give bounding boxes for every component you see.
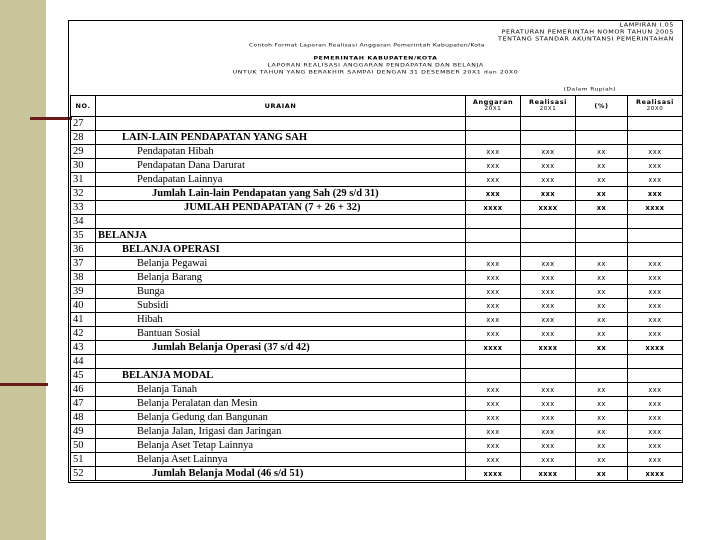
col-header-uraian: URAIAN bbox=[96, 96, 466, 117]
anggaran-value: xxx bbox=[466, 257, 521, 271]
row-label-cell bbox=[96, 243, 466, 257]
row-label-cell bbox=[96, 439, 466, 453]
persen-value bbox=[576, 243, 628, 257]
row-label-cell bbox=[96, 467, 466, 481]
realisasi-prev-value: xxx bbox=[628, 313, 683, 327]
row-label-cell bbox=[96, 411, 466, 425]
anggaran-value: xxx bbox=[466, 271, 521, 285]
persen-value: xx bbox=[576, 313, 628, 327]
anggaran-value bbox=[466, 117, 521, 131]
persen-value: xx bbox=[576, 397, 628, 411]
table-row bbox=[71, 411, 683, 425]
row-number: 46 bbox=[71, 383, 96, 397]
row-label: Pendapatan Hibah bbox=[137, 145, 214, 157]
row-number: 31 bbox=[71, 173, 96, 187]
realisasi-value: xxx bbox=[521, 425, 576, 439]
row-number: 42 bbox=[71, 327, 96, 341]
realisasi-value: xxxx bbox=[521, 467, 576, 481]
persen-value: xx bbox=[576, 159, 628, 173]
realisasi-prev-value bbox=[628, 117, 683, 131]
row-number: 33 bbox=[71, 201, 96, 215]
persen-value: xx bbox=[576, 271, 628, 285]
table-row bbox=[71, 425, 683, 439]
realisasi-value bbox=[521, 117, 576, 131]
row-label: Belanja Pegawai bbox=[137, 257, 208, 269]
report-title: LAPORAN REALISASI ANGGARAN PENDAPATAN DAN BELANJA bbox=[267, 62, 484, 69]
table-row bbox=[71, 285, 683, 299]
table-row bbox=[71, 327, 683, 341]
realisasi-prev-value: xxx bbox=[628, 299, 683, 313]
row-number: 39 bbox=[71, 285, 96, 299]
row-label: Belanja Barang bbox=[137, 271, 203, 283]
col-header-realisasi: Realisasi 20X1 bbox=[521, 96, 576, 117]
realisasi-value: xxxx bbox=[521, 341, 576, 355]
row-label: Belanja Tanah bbox=[137, 383, 198, 395]
row-label: Subsidi bbox=[137, 299, 169, 311]
table-row bbox=[71, 187, 683, 201]
realisasi-value bbox=[521, 355, 576, 369]
report-period: UNTUK TAHUN YANG BERAKHIR SAMPAI DENGAN 31 DESEMBER 20X1 dan 20X0 bbox=[232, 69, 519, 76]
row-number: 38 bbox=[71, 271, 96, 285]
realisasi-value: xxx bbox=[521, 285, 576, 299]
anggaran-value: xxx bbox=[466, 453, 521, 467]
row-label: LAIN-LAIN PENDAPATAN YANG SAH bbox=[122, 131, 308, 143]
realisasi-value: xxxx bbox=[521, 201, 576, 215]
anggaran-value: xxx bbox=[466, 159, 521, 173]
anggaran-value: xxx bbox=[466, 299, 521, 313]
table-row bbox=[71, 229, 683, 243]
anggaran-value bbox=[466, 369, 521, 383]
slide-accent-rule-bottom bbox=[0, 383, 48, 386]
anggaran-value: xxx bbox=[466, 383, 521, 397]
realisasi-prev-value: xxx bbox=[628, 257, 683, 271]
row-label: Belanja Aset Lainnya bbox=[137, 453, 228, 465]
table-row bbox=[71, 467, 683, 481]
realisasi-prev-value bbox=[628, 215, 683, 229]
realisasi-value: xxx bbox=[521, 187, 576, 201]
row-label-cell bbox=[96, 117, 466, 131]
table-row bbox=[71, 313, 683, 327]
realisasi-prev-value: xxx bbox=[628, 187, 683, 201]
row-number: 30 bbox=[71, 159, 96, 173]
anggaran-value: xxxx bbox=[466, 201, 521, 215]
realisasi-value bbox=[521, 131, 576, 145]
slide-accent-rule-top bbox=[30, 117, 72, 120]
row-label-cell bbox=[96, 257, 466, 271]
row-number: 34 bbox=[71, 215, 96, 229]
row-label: Pendapatan Dana Darurat bbox=[137, 159, 245, 171]
persen-value: xx bbox=[576, 453, 628, 467]
budget-realization-table bbox=[70, 95, 683, 481]
table-row bbox=[71, 397, 683, 411]
currency-note: (Dalam Rupiah) bbox=[563, 86, 616, 93]
realisasi-prev-value: xxx bbox=[628, 453, 683, 467]
realisasi-value: xxx bbox=[521, 313, 576, 327]
table-row bbox=[71, 383, 683, 397]
realisasi-prev-value: xxx bbox=[628, 439, 683, 453]
regulation-label: PERATURAN PEMERINTAH NOMOR TAHUN 2005 bbox=[501, 29, 674, 35]
row-label-cell bbox=[96, 201, 466, 215]
row-label-cell bbox=[96, 187, 466, 201]
anggaran-value bbox=[466, 243, 521, 257]
realisasi-value: xxx bbox=[521, 145, 576, 159]
row-number: 44 bbox=[71, 355, 96, 369]
persen-value: xx bbox=[576, 411, 628, 425]
row-label-cell bbox=[96, 453, 466, 467]
row-label-cell bbox=[96, 369, 466, 383]
persen-value bbox=[576, 117, 628, 131]
row-number: 35 bbox=[71, 229, 96, 243]
lampiran-label: LAMPIRAN I.05 bbox=[619, 22, 674, 28]
row-label: Jumlah Lain-lain Pendapatan yang Sah (29 s/d 31) bbox=[152, 187, 379, 199]
persen-value: xx bbox=[576, 299, 628, 313]
persen-value: xx bbox=[576, 145, 628, 159]
col-header-anggaran: Anggaran 20X1 bbox=[466, 96, 521, 117]
row-label-cell bbox=[96, 397, 466, 411]
row-number: 36 bbox=[71, 243, 96, 257]
anggaran-value: xxxx bbox=[466, 467, 521, 481]
col-header-persen: (%) bbox=[576, 96, 628, 117]
realisasi-prev-value: xxx bbox=[628, 397, 683, 411]
realisasi-prev-value bbox=[628, 229, 683, 243]
realisasi-prev-value: xxx bbox=[628, 383, 683, 397]
realisasi-prev-value: xxx bbox=[628, 271, 683, 285]
persen-value: xx bbox=[576, 439, 628, 453]
realisasi-prev-value: xxxx bbox=[628, 467, 683, 481]
realisasi-value bbox=[521, 369, 576, 383]
table-row bbox=[71, 201, 683, 215]
anggaran-value bbox=[466, 355, 521, 369]
row-label-cell bbox=[96, 355, 466, 369]
row-label-cell bbox=[96, 341, 466, 355]
realisasi-value bbox=[521, 215, 576, 229]
row-number: 37 bbox=[71, 257, 96, 271]
table-body bbox=[71, 117, 683, 481]
row-label-cell bbox=[96, 159, 466, 173]
row-label-cell bbox=[96, 383, 466, 397]
realisasi-prev-value: xxx bbox=[628, 145, 683, 159]
realisasi-value: xxx bbox=[521, 411, 576, 425]
table-row bbox=[71, 131, 683, 145]
persen-value: xx bbox=[576, 257, 628, 271]
row-number: 50 bbox=[71, 439, 96, 453]
row-label: Jumlah Belanja Modal (46 s/d 51) bbox=[152, 467, 304, 479]
persen-value bbox=[576, 369, 628, 383]
col-header-realisasi-prev: Realisasi 20X0 bbox=[628, 96, 683, 117]
row-label: Belanja Gedung dan Bangunan bbox=[137, 411, 268, 423]
table-row bbox=[71, 173, 683, 187]
realisasi-prev-value: xxx bbox=[628, 159, 683, 173]
row-number: 29 bbox=[71, 145, 96, 159]
row-number: 32 bbox=[71, 187, 96, 201]
realisasi-prev-value bbox=[628, 131, 683, 145]
row-number: 47 bbox=[71, 397, 96, 411]
row-label: Belanja Jalan, Irigasi dan Jaringan bbox=[137, 425, 282, 437]
table-row bbox=[71, 439, 683, 453]
persen-value: xx bbox=[576, 467, 628, 481]
anggaran-value: xxx bbox=[466, 285, 521, 299]
table-row bbox=[71, 453, 683, 467]
realisasi-prev-value: xxx bbox=[628, 173, 683, 187]
persen-value: xx bbox=[576, 341, 628, 355]
realisasi-value: xxx bbox=[521, 271, 576, 285]
row-label: Pendapatan Lainnya bbox=[137, 173, 223, 185]
anggaran-value bbox=[466, 215, 521, 229]
realisasi-prev-value: xxx bbox=[628, 425, 683, 439]
row-number: 49 bbox=[71, 425, 96, 439]
realisasi-prev-value bbox=[628, 243, 683, 257]
persen-value: xx bbox=[576, 285, 628, 299]
persen-value: xx bbox=[576, 201, 628, 215]
row-label: BELANJA bbox=[98, 229, 148, 241]
row-label-cell bbox=[96, 285, 466, 299]
table-row bbox=[71, 271, 683, 285]
table-row bbox=[71, 369, 683, 383]
row-label-cell bbox=[96, 425, 466, 439]
row-label: BELANJA MODAL bbox=[122, 369, 214, 381]
row-label: Hibah bbox=[137, 313, 163, 325]
row-label-cell bbox=[96, 215, 466, 229]
table-row bbox=[71, 355, 683, 369]
table-row bbox=[71, 243, 683, 257]
format-source-note: Contoh Format Laporan Realisasi Anggaran Pemerintah Kabupaten/Kota bbox=[249, 42, 485, 49]
realisasi-value: xxx bbox=[521, 439, 576, 453]
realisasi-value: xxx bbox=[521, 299, 576, 313]
row-number: 41 bbox=[71, 313, 96, 327]
realisasi-value: xxx bbox=[521, 257, 576, 271]
anggaran-value: xxx bbox=[466, 411, 521, 425]
table-row bbox=[71, 299, 683, 313]
realisasi-value bbox=[521, 243, 576, 257]
row-number: 28 bbox=[71, 131, 96, 145]
persen-value bbox=[576, 355, 628, 369]
realisasi-prev-value bbox=[628, 369, 683, 383]
row-number: 27 bbox=[71, 117, 96, 131]
row-label: Jumlah Belanja Operasi (37 s/d 42) bbox=[152, 341, 310, 353]
row-number: 45 bbox=[71, 369, 96, 383]
persen-value: xx bbox=[576, 383, 628, 397]
persen-value: xx bbox=[576, 327, 628, 341]
row-label-cell bbox=[96, 313, 466, 327]
table-header-row bbox=[71, 96, 683, 117]
realisasi-prev-value bbox=[628, 355, 683, 369]
anggaran-value: xxx bbox=[466, 327, 521, 341]
realisasi-prev-value: xxxx bbox=[628, 341, 683, 355]
row-label-cell bbox=[96, 145, 466, 159]
row-label: Bunga bbox=[137, 285, 165, 297]
persen-value bbox=[576, 215, 628, 229]
realisasi-value bbox=[521, 229, 576, 243]
row-label: Bantuan Sosial bbox=[137, 327, 201, 339]
anggaran-value: xxx bbox=[466, 439, 521, 453]
realisasi-prev-value: xxx bbox=[628, 285, 683, 299]
anggaran-value: xxxx bbox=[466, 341, 521, 355]
row-number: 52 bbox=[71, 467, 96, 481]
anggaran-value: xxx bbox=[466, 425, 521, 439]
anggaran-value: xxx bbox=[466, 313, 521, 327]
row-label-cell bbox=[96, 131, 466, 145]
row-label: BELANJA OPERASI bbox=[122, 243, 220, 255]
realisasi-value: xxx bbox=[521, 327, 576, 341]
slide-left-bar bbox=[0, 0, 46, 540]
realisasi-value: xxx bbox=[521, 453, 576, 467]
realisasi-prev-value: xxx bbox=[628, 327, 683, 341]
table-row bbox=[71, 117, 683, 131]
realisasi-value: xxx bbox=[521, 173, 576, 187]
table-row bbox=[71, 159, 683, 173]
persen-value: xx bbox=[576, 173, 628, 187]
realisasi-prev-value: xxxx bbox=[628, 201, 683, 215]
anggaran-value bbox=[466, 131, 521, 145]
realisasi-prev-value: xxx bbox=[628, 411, 683, 425]
row-label-cell bbox=[96, 299, 466, 313]
col-header-no: NO. bbox=[71, 96, 96, 117]
anggaran-value: xxx bbox=[466, 173, 521, 187]
persen-value bbox=[576, 131, 628, 145]
row-label: Belanja Aset Tetap Lainnya bbox=[137, 439, 253, 451]
table-row bbox=[71, 145, 683, 159]
anggaran-value: xxx bbox=[466, 145, 521, 159]
persen-value: xx bbox=[576, 187, 628, 201]
row-number: 43 bbox=[71, 341, 96, 355]
regulation-subject: TENTANG STANDAR AKUNTANSI PEMERINTAHAN bbox=[498, 36, 674, 42]
row-label: Belanja Peralatan dan Mesin bbox=[137, 397, 258, 409]
persen-value bbox=[576, 229, 628, 243]
persen-value: xx bbox=[576, 425, 628, 439]
row-number: 48 bbox=[71, 411, 96, 425]
table-row bbox=[71, 215, 683, 229]
realisasi-value: xxx bbox=[521, 159, 576, 173]
row-number: 51 bbox=[71, 453, 96, 467]
row-label-cell bbox=[96, 173, 466, 187]
realisasi-value: xxx bbox=[521, 383, 576, 397]
anggaran-value: xxx bbox=[466, 187, 521, 201]
row-label-cell bbox=[96, 271, 466, 285]
row-label: JUMLAH PENDAPATAN (7 + 26 + 32) bbox=[184, 201, 361, 213]
row-number: 40 bbox=[71, 299, 96, 313]
table-row bbox=[71, 257, 683, 271]
entity-title: PEMERINTAH KABUPATEN/KOTA bbox=[313, 55, 438, 62]
report-document bbox=[68, 20, 683, 483]
anggaran-value: xxx bbox=[466, 397, 521, 411]
table-row bbox=[71, 341, 683, 355]
anggaran-value bbox=[466, 229, 521, 243]
row-label-cell bbox=[96, 229, 466, 243]
realisasi-value: xxx bbox=[521, 397, 576, 411]
row-label-cell bbox=[96, 327, 466, 341]
